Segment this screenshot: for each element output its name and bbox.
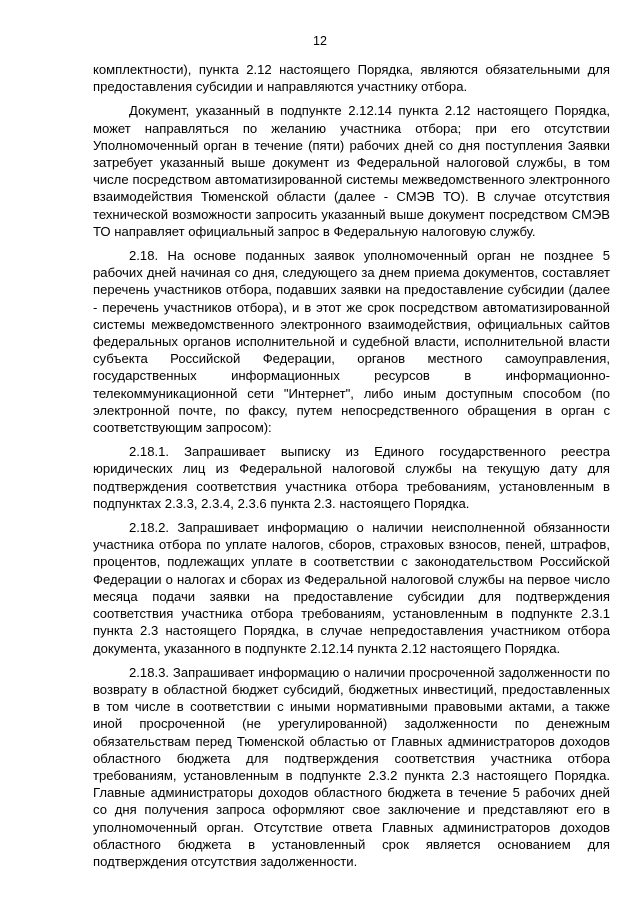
document-body — [93, 61, 610, 877]
paragraph-2-18: 2.18. На основе поданных заявок уполномоченный орган не позднее 5 рабочих дней начиная со дня, следующего за днем приема документов, составляет перечень участников отбора, подавших заявки на предоставление субсидии (далее - перечень участников отбора), и в этот же срок посредством автоматизированной системы межведомственного электронного взаимодействия, официальных сайтов федеральных органов исполнительной и судебной власти, исполнительной власти субъекта Российской Федерации, органов местного самоуправления, государственных информационных ресурсов в информационно-телекоммуникационной сети "Интернет", либо иным доступным способом (по электронной почте, по факсу, путем непосредственного обращения в орган с соответствующим запросом): — [93, 248, 610, 436]
paragraph-document-request: Документ, указанный в подпункте 2.12.14 пункта 2.12 настоящего Порядка, может направляться по желанию участника отбора; при его отсутствии Уполномоченный орган в течение (пяти) рабочих дней со дня поступления Заявки затребует указанный выше документ из Федеральной налоговой службы, в том числе посредством автоматизированной системы межведомственного электронного взаимодействия Тюменской области (далее - СМЭВ ТО). В случае отсутствия технической возможности запросить указанный выше документ посредством СМЭВ ТО направляет официальный запрос в Федеральную налоговую службу. — [93, 103, 610, 239]
paragraph-continuation: комплектности), пункта 2.12 настоящего Порядка, являются обязательными для предоставления субсидии и направляются участнику отбора. — [93, 62, 610, 95]
paragraph-2-18-3: 2.18.3. Запрашивает информацию о наличии просроченной задолженности по возврату в областной бюджет субсидий, бюджетных инвестиций, предоставленных в том числе в соответствии с иными нормативными правовыми актами, а также иной просроченной (не урегулированной) задолженности по денежным обязательствам перед Тюменской областью от Главных администраторов доходов областного бюджета для подтверждения соответствия участника отбора требованиям, установленным в подпункте 2.3.2 пункта 2.3 настоящего Порядка. Главные администраторы доходов областного бюджета в течение 5 рабочих дней со дня получения запроса оформляют свое заключение и представляют его в уполномоченный орган. Отсутствие ответа Главных администраторов доходов областного бюджета в установленный срок является основанием для подтверждения отсутствия задолженности. — [93, 664, 610, 869]
paragraph-2-18-1: 2.18.1. Запрашивает выписку из Единого государственного реестра юридических лиц из Федеральной налоговой службы на текущую дату для подтверждения соответствия участника отбора требованиям, установленным в подпунктах 2.3.3, 2.3.4, 2.3.6 пункта 2.3. настоящего Порядка. — [93, 444, 610, 511]
paragraph-2-18-2: 2.18.2. Запрашивает информацию о наличии неисполненной обязанности участника отбора по уплате налогов, сборов, страховых взносов, пеней, штрафов, процентов, подлежащих уплате в соответствии с законодательством Российской Федерации о налогах и сборах из Федеральной налоговой службы на первое число месяца подачи заявки на предоставление субсидии для подтверждения соответствия участника отбора требованиям, установленным в подпункте 2.3.1 пункта 2.3 настоящего Порядка, в случае непредоставления участником отбора документа, указанного в подпункте 2.12.14 пункта 2.12 настоящего Порядка. — [93, 520, 610, 656]
page-number: 12 — [313, 34, 327, 48]
